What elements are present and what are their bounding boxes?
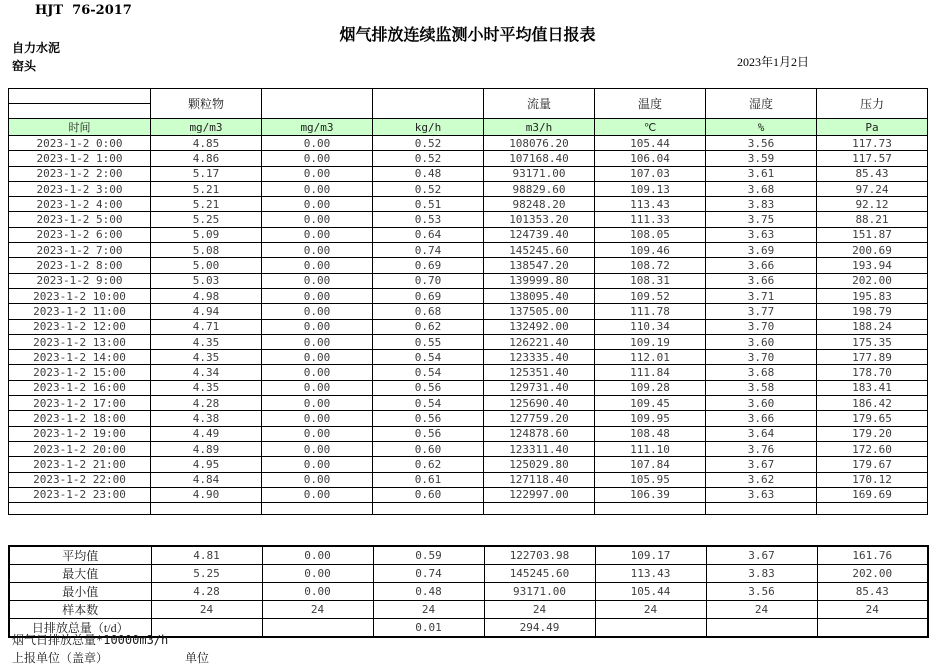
value-cell: 0.00 — [262, 396, 373, 411]
value-cell: 0.00 — [262, 487, 373, 502]
value-cell: 4.38 — [151, 411, 262, 426]
table-row — [9, 457, 928, 472]
value-cell: 3.62 — [706, 472, 817, 487]
blank-cell — [9, 503, 151, 515]
summary-value-cell: 93171.00 — [484, 583, 595, 601]
value-cell: 0.00 — [262, 166, 373, 181]
header-group-cell — [373, 89, 484, 119]
blank-cell — [817, 503, 928, 515]
value-cell: 127759.20 — [484, 411, 595, 426]
time-cell: 2023-1-2 14:00 — [9, 350, 151, 365]
value-cell: 200.69 — [817, 243, 928, 258]
summary-value-cell — [706, 619, 817, 638]
unit-cell: Pa — [817, 119, 928, 136]
value-cell: 0.00 — [262, 273, 373, 288]
value-cell: 127118.40 — [484, 472, 595, 487]
table-row — [9, 212, 928, 227]
value-cell: 3.60 — [706, 334, 817, 349]
value-cell: 129731.40 — [484, 380, 595, 395]
value-cell: 3.76 — [706, 441, 817, 456]
time-cell: 2023-1-2 3:00 — [9, 181, 151, 196]
value-cell: 4.84 — [151, 472, 262, 487]
summary-label-cell: 样本数 — [9, 601, 151, 619]
value-cell: 3.60 — [706, 396, 817, 411]
time-cell: 2023-1-2 9:00 — [9, 273, 151, 288]
footer-total-note: 烟气日排放总量*10000m3/h — [12, 633, 169, 647]
value-cell: 0.54 — [373, 365, 484, 380]
value-cell: 0.54 — [373, 396, 484, 411]
summary-value-cell: 24 — [262, 601, 373, 619]
summary-value-cell: 202.00 — [817, 565, 928, 583]
table-row — [9, 288, 928, 303]
summary-row — [9, 601, 928, 619]
summary-value-cell: 24 — [373, 601, 484, 619]
value-cell: 3.59 — [706, 151, 817, 166]
value-cell: 0.70 — [373, 273, 484, 288]
value-cell: 145245.60 — [484, 243, 595, 258]
value-cell: 111.33 — [595, 212, 706, 227]
summary-value-cell: 161.76 — [817, 546, 928, 565]
value-cell: 172.60 — [817, 441, 928, 456]
value-cell: 117.73 — [817, 136, 928, 151]
table-row — [9, 227, 928, 242]
value-cell: 112.01 — [595, 350, 706, 365]
value-cell: 126221.40 — [484, 334, 595, 349]
blank-row — [9, 503, 928, 515]
value-cell: 3.66 — [706, 411, 817, 426]
value-cell: 3.58 — [706, 380, 817, 395]
table-row — [9, 166, 928, 181]
value-cell: 0.60 — [373, 487, 484, 502]
summary-value-cell: 24 — [484, 601, 595, 619]
value-cell: 3.77 — [706, 304, 817, 319]
value-cell: 138547.20 — [484, 258, 595, 273]
value-cell: 4.86 — [151, 151, 262, 166]
time-cell: 2023-1-2 11:00 — [9, 304, 151, 319]
unit-cell: m3/h — [484, 119, 595, 136]
value-cell: 111.84 — [595, 365, 706, 380]
value-cell: 0.62 — [373, 319, 484, 334]
value-cell: 4.28 — [151, 396, 262, 411]
summary-label-cell: 最大值 — [9, 565, 151, 583]
unit-cell: mg/m3 — [262, 119, 373, 136]
value-cell: 0.56 — [373, 426, 484, 441]
time-cell: 2023-1-2 17:00 — [9, 396, 151, 411]
value-cell: 0.56 — [373, 380, 484, 395]
value-cell: 183.41 — [817, 380, 928, 395]
company-name: 自力水泥 — [12, 41, 61, 55]
value-cell: 4.49 — [151, 426, 262, 441]
table-row — [9, 334, 928, 349]
footer-unit-label: 单位 — [185, 651, 210, 665]
summary-value-cell: 105.44 — [595, 583, 706, 601]
summary-value-cell: 24 — [151, 601, 262, 619]
table-row — [9, 396, 928, 411]
value-cell: 109.28 — [595, 380, 706, 395]
summary-value-cell: 0.01 — [373, 619, 484, 638]
value-cell: 3.70 — [706, 350, 817, 365]
summary-value-cell: 3.67 — [706, 546, 817, 565]
summary-value-cell: 0.59 — [373, 546, 484, 565]
value-cell: 0.52 — [373, 181, 484, 196]
summary-value-cell: 24 — [817, 601, 928, 619]
value-cell: 195.83 — [817, 288, 928, 303]
value-cell: 178.70 — [817, 365, 928, 380]
value-cell: 3.75 — [706, 212, 817, 227]
summary-label-cell: 最小值 — [9, 583, 151, 601]
value-cell: 0.00 — [262, 212, 373, 227]
time-cell: 2023-1-2 5:00 — [9, 212, 151, 227]
summary-value-cell: 0.00 — [262, 565, 373, 583]
value-cell: 123335.40 — [484, 350, 595, 365]
value-cell: 4.90 — [151, 487, 262, 502]
value-cell: 109.19 — [595, 334, 706, 349]
value-cell: 4.94 — [151, 304, 262, 319]
value-cell: 0.52 — [373, 136, 484, 151]
data-table — [8, 88, 928, 515]
value-cell: 3.67 — [706, 457, 817, 472]
time-cell: 2023-1-2 8:00 — [9, 258, 151, 273]
value-cell: 0.62 — [373, 457, 484, 472]
summary-value-cell: 3.83 — [706, 565, 817, 583]
value-cell: 5.08 — [151, 243, 262, 258]
table-row — [9, 197, 928, 212]
value-cell: 109.46 — [595, 243, 706, 258]
value-cell: 0.00 — [262, 288, 373, 303]
header-group-cell: 颗粒物 — [151, 89, 262, 119]
table-row — [9, 136, 928, 151]
value-cell: 108.48 — [595, 426, 706, 441]
value-cell: 92.12 — [817, 197, 928, 212]
value-cell: 0.00 — [262, 304, 373, 319]
summary-label-cell: 平均值 — [9, 546, 151, 565]
value-cell: 0.74 — [373, 243, 484, 258]
value-cell: 101353.20 — [484, 212, 595, 227]
table-row — [9, 151, 928, 166]
summary-row — [9, 583, 928, 601]
value-cell: 170.12 — [817, 472, 928, 487]
value-cell: 0.68 — [373, 304, 484, 319]
summary-value-cell: 122703.98 — [484, 546, 595, 565]
value-cell: 105.95 — [595, 472, 706, 487]
unit-cell: kg/h — [373, 119, 484, 136]
value-cell: 0.00 — [262, 319, 373, 334]
time-cell: 2023-1-2 21:00 — [9, 457, 151, 472]
value-cell: 4.89 — [151, 441, 262, 456]
value-cell: 109.52 — [595, 288, 706, 303]
summary-value-cell: 0.48 — [373, 583, 484, 601]
blank-cell — [484, 503, 595, 515]
table-row — [9, 472, 928, 487]
table-row — [9, 258, 928, 273]
summary-value-cell: 24 — [595, 601, 706, 619]
value-cell: 0.00 — [262, 136, 373, 151]
value-cell: 0.54 — [373, 350, 484, 365]
value-cell: 193.94 — [817, 258, 928, 273]
time-cell: 2023-1-2 10:00 — [9, 288, 151, 303]
report-date: 2023年1月2日 — [737, 55, 810, 69]
summary-value-cell: 0.74 — [373, 565, 484, 583]
value-cell: 110.34 — [595, 319, 706, 334]
time-cell: 2023-1-2 23:00 — [9, 487, 151, 502]
blank-cell — [595, 503, 706, 515]
value-cell: 151.87 — [817, 227, 928, 242]
time-cell: 2023-1-2 19:00 — [9, 426, 151, 441]
summary-value-cell: 24 — [706, 601, 817, 619]
time-cell: 2023-1-2 2:00 — [9, 166, 151, 181]
time-cell: 2023-1-2 12:00 — [9, 319, 151, 334]
value-cell: 0.48 — [373, 166, 484, 181]
header-group-cell: 湿度 — [706, 89, 817, 119]
value-cell: 4.35 — [151, 350, 262, 365]
value-cell: 0.00 — [262, 334, 373, 349]
time-cell: 2023-1-2 0:00 — [9, 136, 151, 151]
value-cell: 0.00 — [262, 365, 373, 380]
header-time-upper-cell — [9, 89, 151, 104]
summary-value-cell: 109.17 — [595, 546, 706, 565]
blank-cell — [706, 503, 817, 515]
time-cell: 2023-1-2 20:00 — [9, 441, 151, 456]
value-cell: 0.51 — [373, 197, 484, 212]
summary-table — [8, 545, 929, 638]
value-cell: 0.55 — [373, 334, 484, 349]
value-cell: 0.56 — [373, 411, 484, 426]
table-row — [9, 350, 928, 365]
value-cell: 0.52 — [373, 151, 484, 166]
value-cell: 107168.40 — [484, 151, 595, 166]
value-cell: 4.35 — [151, 380, 262, 395]
value-cell: 5.00 — [151, 258, 262, 273]
value-cell: 0.00 — [262, 258, 373, 273]
summary-value-cell: 113.43 — [595, 565, 706, 583]
value-cell: 111.78 — [595, 304, 706, 319]
unit-cell: % — [706, 119, 817, 136]
value-cell: 179.20 — [817, 426, 928, 441]
table-row — [9, 426, 928, 441]
value-cell: 138095.40 — [484, 288, 595, 303]
value-cell: 202.00 — [817, 273, 928, 288]
value-cell: 97.24 — [817, 181, 928, 196]
summary-value-cell: 3.56 — [706, 583, 817, 601]
value-cell: 5.03 — [151, 273, 262, 288]
summary-value-cell: 294.49 — [484, 619, 595, 638]
time-cell: 2023-1-2 1:00 — [9, 151, 151, 166]
summary-value-cell — [595, 619, 706, 638]
value-cell: 3.64 — [706, 426, 817, 441]
value-cell: 3.63 — [706, 227, 817, 242]
value-cell: 109.45 — [595, 396, 706, 411]
value-cell: 122997.00 — [484, 487, 595, 502]
value-cell: 5.17 — [151, 166, 262, 181]
value-cell: 108.31 — [595, 273, 706, 288]
value-cell: 3.68 — [706, 365, 817, 380]
summary-value-cell — [262, 619, 373, 638]
value-cell: 98829.60 — [484, 181, 595, 196]
summary-value-cell: 145245.60 — [484, 565, 595, 583]
value-cell: 85.43 — [817, 166, 928, 181]
table-row — [9, 365, 928, 380]
table-row — [9, 273, 928, 288]
time-cell: 2023-1-2 13:00 — [9, 334, 151, 349]
value-cell: 132492.00 — [484, 319, 595, 334]
value-cell: 106.04 — [595, 151, 706, 166]
header-group-cell: 流量 — [484, 89, 595, 119]
value-cell: 4.35 — [151, 334, 262, 349]
time-cell: 2023-1-2 7:00 — [9, 243, 151, 258]
value-cell: 0.60 — [373, 441, 484, 456]
value-cell: 4.98 — [151, 288, 262, 303]
value-cell: 108.05 — [595, 227, 706, 242]
blank-cell — [373, 503, 484, 515]
value-cell: 3.83 — [706, 197, 817, 212]
value-cell: 179.65 — [817, 411, 928, 426]
value-cell: 0.64 — [373, 227, 484, 242]
value-cell: 3.63 — [706, 487, 817, 502]
value-cell: 124878.60 — [484, 426, 595, 441]
value-cell: 0.00 — [262, 151, 373, 166]
value-cell: 106.39 — [595, 487, 706, 502]
value-cell: 177.89 — [817, 350, 928, 365]
summary-value-cell: 0.00 — [262, 583, 373, 601]
value-cell: 5.21 — [151, 197, 262, 212]
value-cell: 0.61 — [373, 472, 484, 487]
table-row — [9, 304, 928, 319]
summary-value-cell: 0.00 — [262, 546, 373, 565]
value-cell: 0.00 — [262, 472, 373, 487]
value-cell: 88.21 — [817, 212, 928, 227]
table-row — [9, 319, 928, 334]
table-row — [9, 487, 928, 502]
value-cell: 4.85 — [151, 136, 262, 151]
value-cell: 3.70 — [706, 319, 817, 334]
value-cell: 3.66 — [706, 258, 817, 273]
value-cell: 125351.40 — [484, 365, 595, 380]
header-group-cell — [262, 89, 373, 119]
value-cell: 0.00 — [262, 380, 373, 395]
value-cell: 186.42 — [817, 396, 928, 411]
time-cell: 2023-1-2 15:00 — [9, 365, 151, 380]
value-cell: 0.00 — [262, 350, 373, 365]
value-cell: 98248.20 — [484, 197, 595, 212]
unit-cell: mg/m3 — [151, 119, 262, 136]
value-cell: 124739.40 — [484, 227, 595, 242]
value-cell: 137505.00 — [484, 304, 595, 319]
value-cell: 198.79 — [817, 304, 928, 319]
value-cell: 113.43 — [595, 197, 706, 212]
summary-value-cell: 4.28 — [151, 583, 262, 601]
summary-label-cell: 日排放总量（t/d） — [9, 619, 151, 638]
standard-code: HJT 76-2017 — [35, 3, 132, 18]
value-cell: 93171.00 — [484, 166, 595, 181]
time-cell: 2023-1-2 6:00 — [9, 227, 151, 242]
value-cell: 107.03 — [595, 166, 706, 181]
monitor-point: 窑头 — [12, 59, 37, 73]
time-cell: 2023-1-2 22:00 — [9, 472, 151, 487]
table-row — [9, 181, 928, 196]
value-cell: 4.95 — [151, 457, 262, 472]
value-cell: 0.00 — [262, 243, 373, 258]
value-cell: 3.69 — [706, 243, 817, 258]
value-cell: 109.95 — [595, 411, 706, 426]
value-cell: 3.56 — [706, 136, 817, 151]
value-cell: 108076.20 — [484, 136, 595, 151]
header-group-cell: 温度 — [595, 89, 706, 119]
value-cell: 4.71 — [151, 319, 262, 334]
value-cell: 0.00 — [262, 426, 373, 441]
value-cell: 125029.80 — [484, 457, 595, 472]
value-cell: 5.25 — [151, 212, 262, 227]
value-cell: 0.00 — [262, 411, 373, 426]
value-cell: 0.00 — [262, 181, 373, 196]
value-cell: 139999.80 — [484, 273, 595, 288]
value-cell: 3.61 — [706, 166, 817, 181]
table-row — [9, 380, 928, 395]
blank-cell — [262, 503, 373, 515]
value-cell: 117.57 — [817, 151, 928, 166]
table-row — [9, 441, 928, 456]
value-cell: 188.24 — [817, 319, 928, 334]
value-cell: 169.69 — [817, 487, 928, 502]
value-cell: 4.34 — [151, 365, 262, 380]
report-title: 烟气排放连续监测小时平均值日报表 — [339, 27, 596, 44]
value-cell: 0.00 — [262, 197, 373, 212]
table-row — [9, 243, 928, 258]
summary-value-cell: 5.25 — [151, 565, 262, 583]
value-cell: 3.66 — [706, 273, 817, 288]
value-cell: 179.67 — [817, 457, 928, 472]
value-cell: 0.69 — [373, 258, 484, 273]
unit-cell: ℃ — [595, 119, 706, 136]
summary-value-cell — [817, 619, 928, 638]
value-cell: 0.53 — [373, 212, 484, 227]
table-row — [9, 411, 928, 426]
value-cell: 0.00 — [262, 227, 373, 242]
summary-value-cell: 85.43 — [817, 583, 928, 601]
value-cell: 107.84 — [595, 457, 706, 472]
header-group-cell: 压力 — [817, 89, 928, 119]
value-cell: 5.09 — [151, 227, 262, 242]
summary-value-cell: 4.81 — [151, 546, 262, 565]
time-cell: 2023-1-2 16:00 — [9, 380, 151, 395]
summary-row — [9, 565, 928, 583]
value-cell: 5.21 — [151, 181, 262, 196]
time-cell: 2023-1-2 4:00 — [9, 197, 151, 212]
value-cell: 108.72 — [595, 258, 706, 273]
value-cell: 0.00 — [262, 441, 373, 456]
header-time-lower-cell — [9, 104, 151, 119]
blank-cell — [151, 503, 262, 515]
value-cell: 111.10 — [595, 441, 706, 456]
footer-report-unit-label: 上报单位（盖章） — [12, 651, 109, 665]
value-cell: 109.13 — [595, 181, 706, 196]
value-cell: 3.68 — [706, 181, 817, 196]
time-cell: 2023-1-2 18:00 — [9, 411, 151, 426]
time-header-cell: 时间 — [9, 119, 151, 136]
summary-row — [9, 546, 928, 565]
value-cell: 0.69 — [373, 288, 484, 303]
value-cell: 3.71 — [706, 288, 817, 303]
value-cell: 175.35 — [817, 334, 928, 349]
unit-row — [9, 119, 928, 136]
value-cell: 105.44 — [595, 136, 706, 151]
value-cell: 123311.40 — [484, 441, 595, 456]
value-cell: 125690.40 — [484, 396, 595, 411]
value-cell: 0.00 — [262, 457, 373, 472]
